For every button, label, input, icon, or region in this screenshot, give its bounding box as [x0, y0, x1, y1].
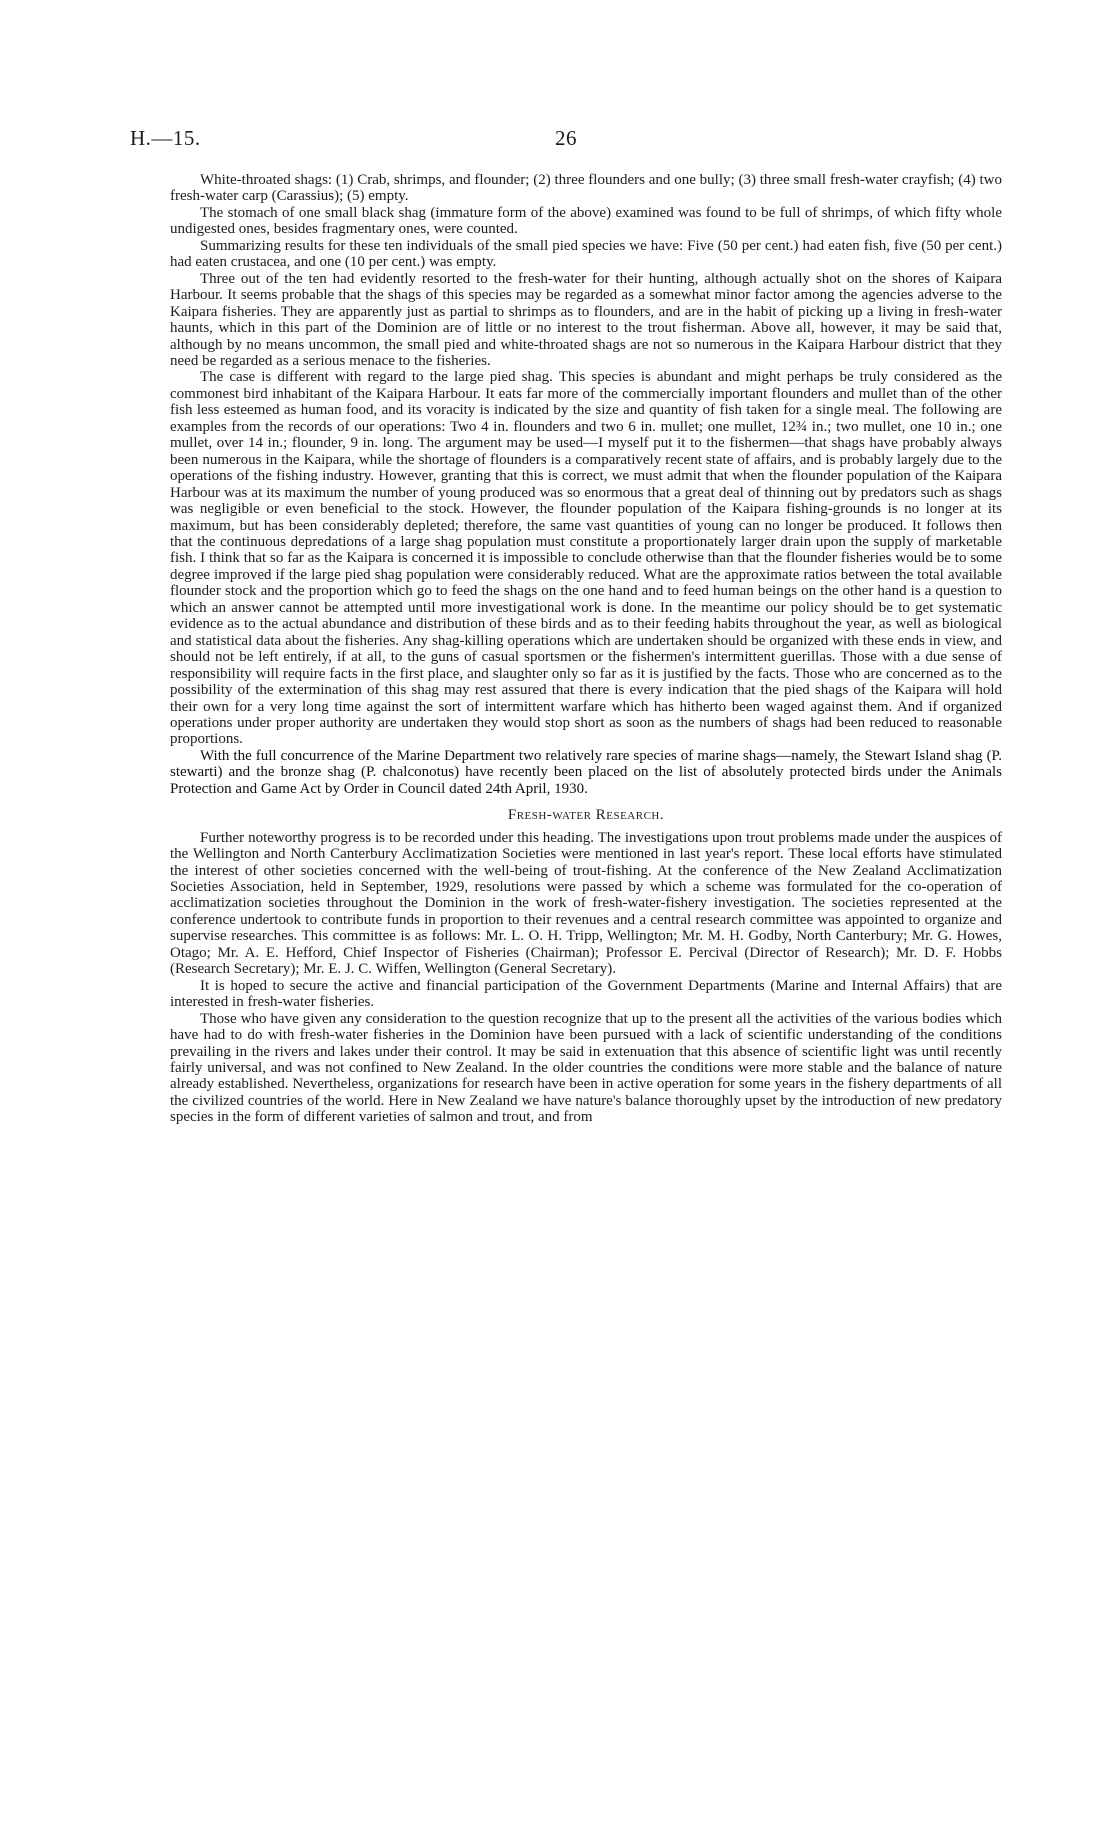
- paragraph: With the full concurrence of the Marine Department two relatively rare species of marine shags—namely, the Stewart Island shag (P. stewarti) and the bronze shag (P. chalconotus) have recently been placed on the list of absolutely protected birds under the Animals Protection and Game Act by Order in Council dated 24th April, 1930.: [170, 747, 1002, 797]
- paragraph: Three out of the ten had evidently resorted to the fresh-water for their hunting, although actually shot on the shores of Kaipara Harbour. It seems probable that the shags of this species may be regarded as a somewhat minor factor among the agencies adverse to the Kaipara fisheries. They are apparently just as partial to shrimps as to flounders, and are in the habit of picking up a living in fresh-water haunts, which in this part of the Dominion are of little or no interest to the trout fisherman. Above all, however, it may be said that, although by no means uncommon, the small pied and white-throated shags are not so numerous in the Kaipara Harbour district that they need be regarded as a serious menace to the fisheries.: [170, 270, 1002, 369]
- paragraph: White-throated shags: (1) Crab, shrimps, and flounder; (2) three flounders and one bully; (3) three small fresh-water crayfish; (4) two fresh-water carp (Carassius); (5) empty.: [170, 172, 1002, 205]
- paragraph: The case is different with regard to the large pied shag. This species is abundant and might perhaps be truly considered as the commonest bird inhabitant of the Kaipara Harbour. It eats far more of the commercially important flounders and mullet than of the other fish less esteemed as human food, and its voracity is indicated by the size and quantity of fish taken for a single meal. The following are examples from the records of our operations: Two 4 in. flounders and two 6 in. mullet; one mullet, 12¾ in.; two mullet, one 10 in.; one mullet, over 14 in.; flounder, 9 in. long. The argument may be used—I myself put it to the fishermen—that shags have probably always been numerous in the Kaipara, while the shortage of flounders is a comparatively recent state of affairs, and is probably largely due to the operations of the fishing industry. However, granting that this is correct, we must admit that when the flounder population of the Kaipara Harbour was at its maximum the number of young produced was so enormous that a great deal of thinning out by predators such as shags was negligible or even beneficial to the stock. However, the flounder population of the Kaipara fishing-grounds is no longer at its maximum, but has been considerably depleted; therefore, the same vast quantities of young can no longer be produced. It follows then that the continuous depredations of a large shag population must constitute a proportionately larger drain upon the supply of marketable fish. I think that so far as the Kaipara is concerned it is impossible to conclude otherwise than that the flounder fisheries would be to some degree improved if the large pied shag population were considerably reduced. What are the approximate ratios between the total available flounder stock and the proportion which go to feed the shags on the one hand and to feed human beings on the other hand is a question to which an answer cannot be attempted until more investigational work is done. In the meantime our policy should be to get systematic evidence as to the actual abundance and distribution of these birds and as to their feeding habits throughout the year, as well as biological and statistical data about the fisheries. Any shag-killing operations which are undertaken should be organized with these ends in view, and should not be left entirely, if at all, to the guns of casual sportsmen or the fishermen's intermittent guerillas. Those with a due sense of responsibility will require facts in the first place, and slaughter only so far as it is justified by the facts. Those who are concerned as to the possibility of the extermination of this shag may rest assured that there is every indication that the pied shags of the Kaipara will hold their own for a very long time against the sort of intermittent warfare which has hitherto been waged against them. And if organized operations under proper authority are undertaken they would stop short as soon as the numbers of shags had been reduced to reasonable proportions.: [170, 369, 1002, 748]
- section-heading: Fresh-water Research.: [507, 807, 665, 824]
- page-number: 26: [555, 126, 577, 150]
- page-header: [130, 126, 590, 156]
- paragraph: Summarizing results for these ten individuals of the small pied species we have: Five (50 per cent.) had eaten fish, five (50 per cent.) had eaten crustacea, and one (10 per cent.) was empty.: [170, 237, 1002, 271]
- body-text: [170, 172, 1002, 1126]
- paragraph: It is hoped to secure the active and financial participation of the Government Departments (Marine and Internal Affairs) that are interested in fresh-water fisheries.: [170, 977, 1002, 1011]
- document-reference: H.—15.: [130, 126, 201, 150]
- paragraph: Further noteworthy progress is to be recorded under this heading. The investigations upon trout problems made under the auspices of the Wellington and North Canterbury Acclimatization Societies were mentioned in last year's report. These local efforts have stimulated the interest of other societies concerned with the well-being of trout-fishing. At the conference of the New Zealand Acclimatization Societies Association, held in September, 1929, resolutions were passed by which a scheme was formulated for the co-operation of acclimatization societies throughout the Dominion in the work of fresh-water-fishery investigation. The societies represented at the conference undertook to contribute funds in proportion to their revenues and a central research committee was appointed to organize and supervise researches. This committee is as follows: Mr. L. O. H. Tripp, Wellington; Mr. M. H. Godby, North Canterbury; Mr. G. Howes, Otago; Mr. A. E. Hefford, Chief Inspector of Fisheries (Chairman); Professor E. Percival (Director of Research); Mr. D. F. Hobbs (Research Secretary); Mr. E. J. C. Wiffen, Wellington (General Secretary).: [170, 829, 1002, 978]
- paragraph: The stomach of one small black shag (immature form of the above) examined was found to be full of shrimps, of which fifty whole undigested ones, besides fragmentary ones, were counted.: [170, 204, 1002, 238]
- paragraph: Those who have given any consideration to the question recognize that up to the present all the activities of the various bodies which have had to do with fresh-water fisheries in the Dominion have been pursued with a lack of scientific understanding of the conditions prevailing in the rivers and lakes under their control. It may be said in extenuation that this absence of scientific light was until recently fairly universal, and was not confined to New Zealand. In the older countries the conditions were more stable and the balance of nature already established. Nevertheless, organizations for research have been in active operation for some years in the fishery departments of all the civilized countries of the world. Here in New Zealand we have nature's balance thoroughly upset by the introduction of new predatory species in the form of different varieties of salmon and trout, and from: [170, 1010, 1002, 1126]
